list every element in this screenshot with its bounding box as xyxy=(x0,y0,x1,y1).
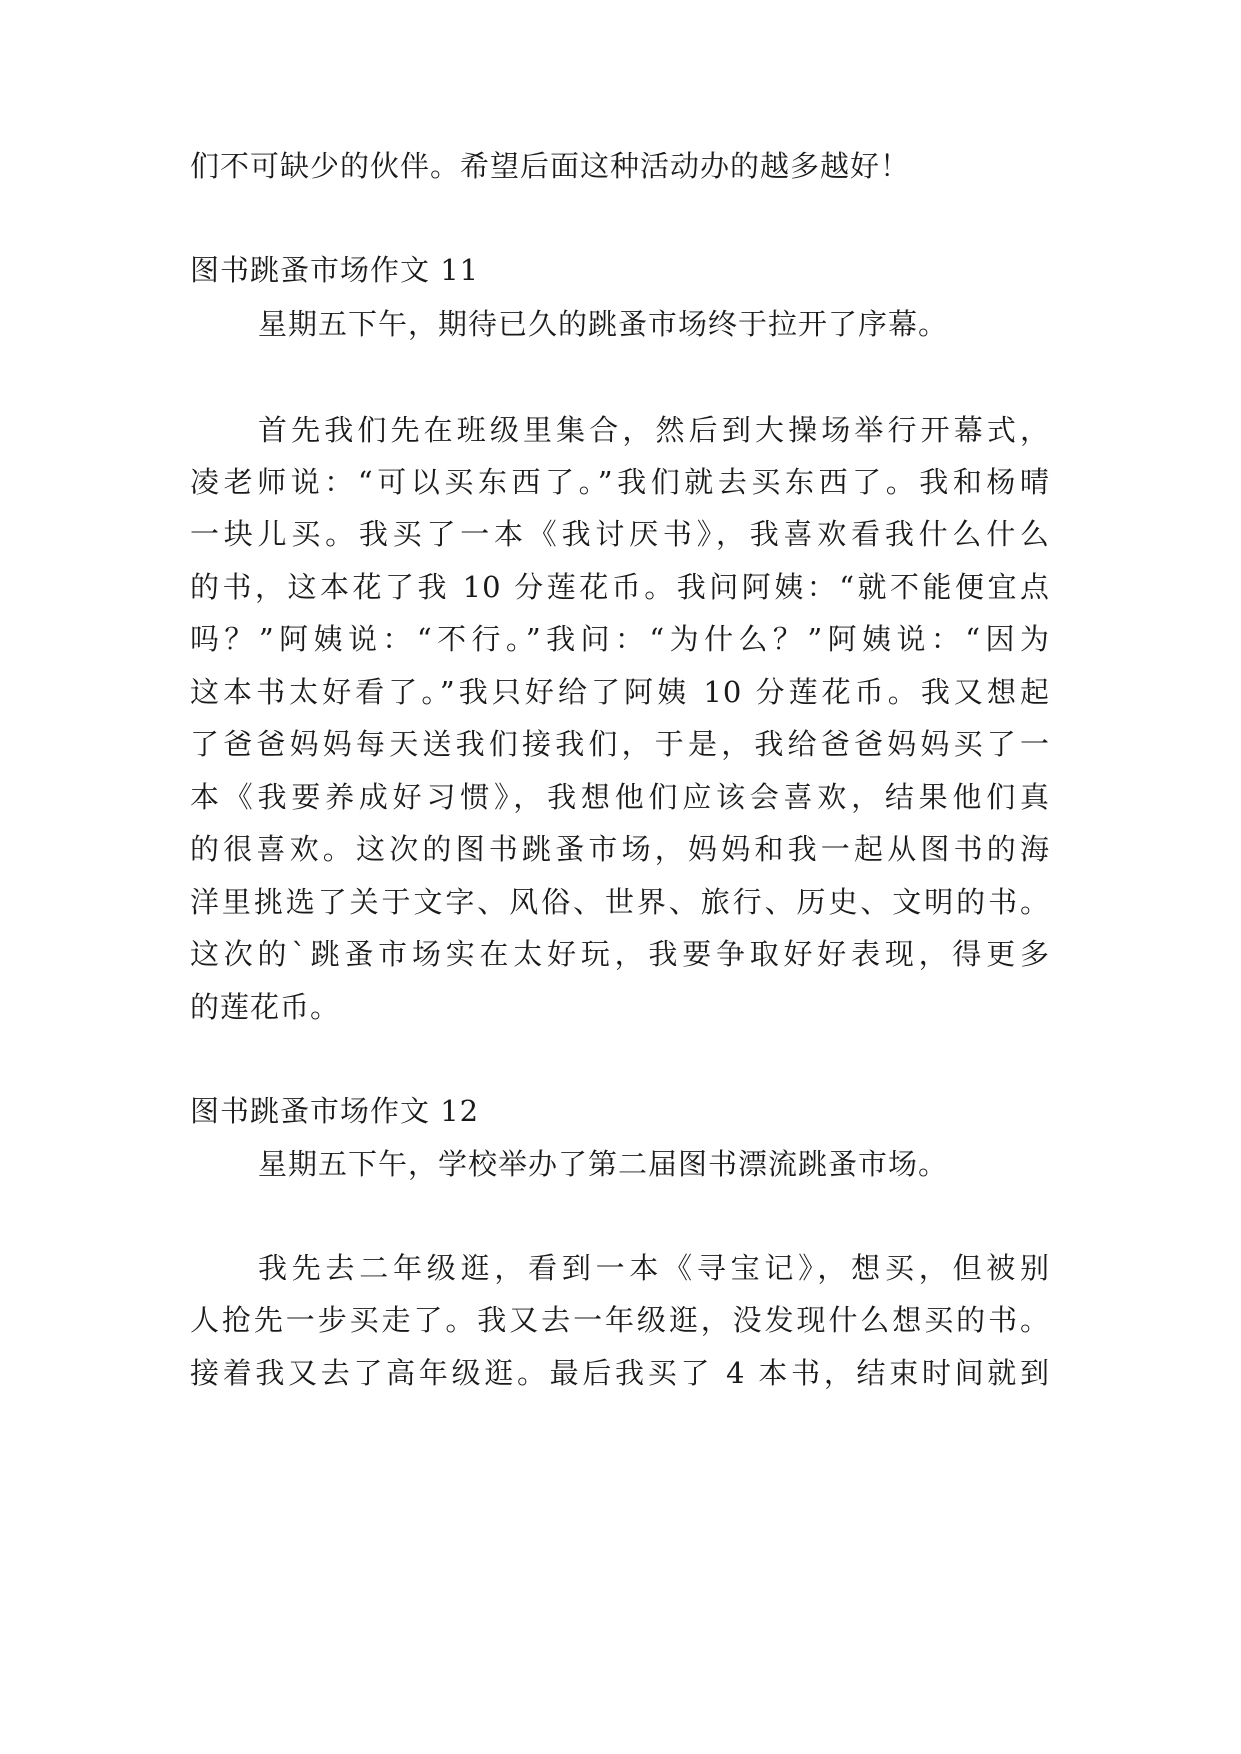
paragraph-line: 接着我又去了高年级逛。最后我买了 4 本书，结束时间就到 xyxy=(190,1356,1050,1390)
paragraph-line: 凌老师说：“可以买东西了。”我们就去买东西了。我和杨晴 xyxy=(190,465,1050,499)
paragraph-line: 星期五下午，期待已久的跳蚤市场终于拉开了序幕。 xyxy=(258,307,949,341)
paragraph-line: 的书，这本花了我 10 分莲花币。我问阿姨：“就不能便宜点 xyxy=(190,570,1050,604)
paragraph-line: 的莲花币。 xyxy=(190,990,341,1024)
paragraph-line: 吗？”阿姨说：“不行。”我问：“为什么？”阿姨说：“因为 xyxy=(190,622,1050,656)
paragraph-line: 星期五下午，学校举办了第二届图书漂流跳蚤市场。 xyxy=(258,1147,949,1181)
paragraph-line: 这次的`跳蚤市场实在太好玩，我要争取好好表现，得更多 xyxy=(190,937,1050,971)
paragraph-line: 我先去二年级逛，看到一本《寻宝记》，想买，但被别 xyxy=(258,1251,1050,1285)
paragraph-line: 这本书太好看了。”我只好给了阿姨 10 分莲花币。我又想起 xyxy=(190,675,1050,709)
paragraph-line: 了爸爸妈妈每天送我们接我们，于是，我给爸爸妈妈买了一 xyxy=(190,727,1050,761)
paragraph-line: 人抢先一步买走了。我又去一年级逛，没发现什么想买的书。 xyxy=(190,1303,1050,1337)
paragraph-line: 一块儿买。我买了一本《我讨厌书》，我喜欢看我什么什么 xyxy=(190,517,1050,551)
paragraph-line: 洋里挑选了关于文字、风俗、世界、旅行、历史、文明的书。 xyxy=(190,885,1050,919)
paragraph-line: 们不可缺少的伙伴。希望后面这种活动办的越多越好！ xyxy=(190,149,911,183)
paragraph-line: 的很喜欢。这次的图书跳蚤市场，妈妈和我一起从图书的海 xyxy=(190,832,1050,866)
paragraph-line: 本《我要养成好习惯》，我想他们应该会喜欢，结果他们真 xyxy=(190,780,1050,814)
essay-heading-12: 图书跳蚤市场作文 12 xyxy=(190,1094,480,1128)
paragraph-line: 首先我们先在班级里集合，然后到大操场举行开幕式， xyxy=(258,413,1050,447)
essay-heading-11: 图书跳蚤市场作文 11 xyxy=(190,253,480,287)
